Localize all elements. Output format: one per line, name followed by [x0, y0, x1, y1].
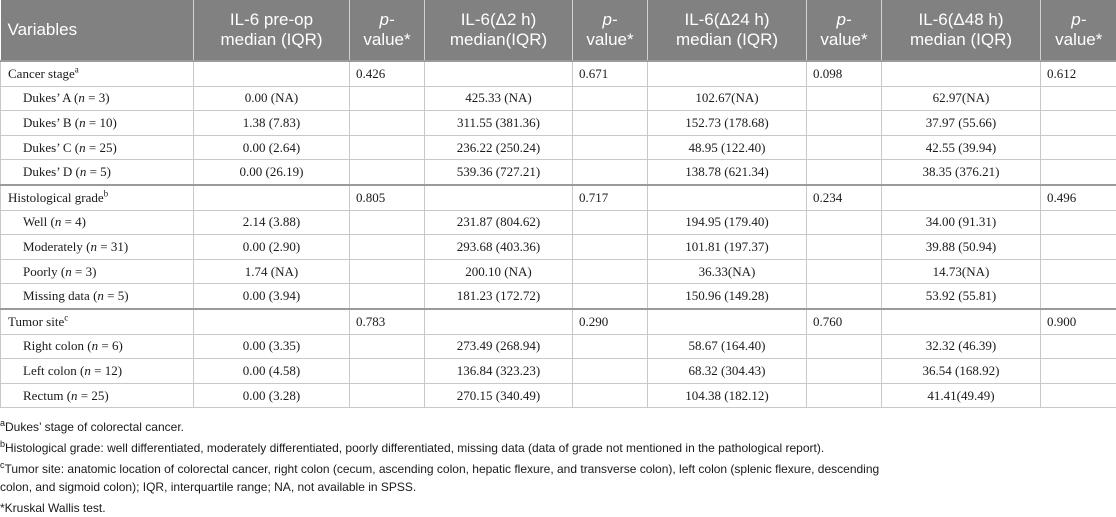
table-row [1, 235, 1116, 260]
empty-cell [425, 61, 573, 86]
empty-cell [1041, 334, 1116, 359]
median-iqr-cell: 36.33(NA) [648, 259, 807, 284]
empty-cell [807, 160, 882, 185]
empty-cell [1041, 135, 1116, 160]
empty-cell [350, 210, 425, 235]
median-iqr-cell: 0.00 (3.28) [194, 383, 350, 408]
empty-cell [807, 334, 882, 359]
footnote-a: $^a$Dukes’ stage of colorectal cancer. [0, 418, 1116, 436]
header-pvalue-2: p- value* [573, 0, 648, 61]
median-iqr-cell: 14.73(NA) [882, 259, 1041, 284]
empty-cell [648, 61, 807, 86]
median-iqr-cell: 101.81 (197.37) [648, 235, 807, 260]
median-iqr-cell: 1.74 (NA) [194, 259, 350, 284]
empty-cell [350, 359, 425, 384]
empty-cell [807, 210, 882, 235]
median-iqr-cell: 150.96 (149.28) [648, 284, 807, 309]
empty-cell [573, 235, 648, 260]
row-label: Missing data (n = 5) [1, 284, 194, 309]
median-iqr-cell: 136.84 (323.23) [425, 359, 573, 384]
row-label: Dukes’ A (n = 3) [1, 86, 194, 111]
header-variables: Variables [1, 0, 194, 61]
empty-cell [573, 259, 648, 284]
median-iqr-cell: 539.36 (727.21) [425, 160, 573, 185]
empty-cell [194, 61, 350, 86]
empty-cell [573, 210, 648, 235]
median-iqr-cell: 0.00 (26.19) [194, 160, 350, 185]
median-iqr-cell: 231.87 (804.62) [425, 210, 573, 235]
empty-cell [350, 284, 425, 309]
empty-cell [807, 235, 882, 260]
p-value-cell: 0.760 [807, 309, 882, 334]
median-iqr-cell: 41.41(49.49) [882, 383, 1041, 408]
group-label: Histological grade$^b$ [1, 185, 194, 210]
median-iqr-cell: 39.88 (50.94) [882, 235, 1041, 260]
median-iqr-cell: 138.78 (621.34) [648, 160, 807, 185]
p-value-cell: 0.496 [1041, 185, 1116, 210]
empty-cell [807, 383, 882, 408]
median-iqr-cell: 270.15 (340.49) [425, 383, 573, 408]
header-48h: IL-6(Δ48 h) median (IQR) [882, 0, 1041, 61]
median-iqr-cell: 2.14 (3.88) [194, 210, 350, 235]
empty-cell [350, 259, 425, 284]
table-row [1, 210, 1116, 235]
p-value-cell: 0.098 [807, 61, 882, 86]
median-iqr-cell: 36.54 (168.92) [882, 359, 1041, 384]
p-value-cell: 0.671 [573, 61, 648, 86]
empty-cell [807, 135, 882, 160]
median-iqr-cell: 236.22 (250.24) [425, 135, 573, 160]
header-24h: IL-6(Δ24 h) median (IQR) [648, 0, 807, 61]
median-iqr-cell: 42.55 (39.94) [882, 135, 1041, 160]
group-row [1, 185, 1116, 210]
median-iqr-cell: 311.55 (381.36) [425, 111, 573, 136]
empty-cell [1041, 111, 1116, 136]
header-preop: IL-6 pre-op median (IQR) [194, 0, 350, 61]
empty-cell [807, 86, 882, 111]
empty-cell [648, 185, 807, 210]
empty-cell [1041, 359, 1116, 384]
median-iqr-cell: 273.49 (268.94) [425, 334, 573, 359]
median-iqr-cell: 0.00 (4.58) [194, 359, 350, 384]
empty-cell [573, 334, 648, 359]
empty-cell [1041, 383, 1116, 408]
empty-cell [573, 359, 648, 384]
empty-cell [194, 185, 350, 210]
empty-cell [573, 86, 648, 111]
row-label: Rectum (n = 25) [1, 383, 194, 408]
empty-cell [1041, 210, 1116, 235]
p-value-cell: 0.426 [350, 61, 425, 86]
median-iqr-cell: 102.67(NA) [648, 86, 807, 111]
median-iqr-cell: 0.00 (3.35) [194, 334, 350, 359]
empty-cell [882, 185, 1041, 210]
group-row [1, 309, 1116, 334]
header-pvalue-4: p- value* [1041, 0, 1116, 61]
table-row [1, 284, 1116, 309]
median-iqr-cell: 0.00 (NA) [194, 86, 350, 111]
median-iqr-cell: 0.00 (2.64) [194, 135, 350, 160]
table-row [1, 111, 1116, 136]
table-row [1, 359, 1116, 384]
median-iqr-cell: 194.95 (179.40) [648, 210, 807, 235]
empty-cell [807, 259, 882, 284]
header-2h: IL-6(Δ2 h) median(IQR) [425, 0, 573, 61]
median-iqr-cell: 1.38 (7.83) [194, 111, 350, 136]
footnote-b: $^b$Histological grade: well differentiated, moderately differentiated, poorly differentiated, missing data (data of grade not mentioned in the pathological report). [0, 439, 1116, 457]
empty-cell [573, 160, 648, 185]
p-value-cell: 0.234 [807, 185, 882, 210]
median-iqr-cell: 62.97(NA) [882, 86, 1041, 111]
median-iqr-cell: 37.97 (55.66) [882, 111, 1041, 136]
median-iqr-cell: 181.23 (172.72) [425, 284, 573, 309]
empty-cell [882, 309, 1041, 334]
median-iqr-cell: 152.73 (178.68) [648, 111, 807, 136]
empty-cell [648, 309, 807, 334]
empty-cell [807, 284, 882, 309]
median-iqr-cell: 0.00 (2.90) [194, 235, 350, 260]
table-row [1, 86, 1116, 111]
row-label: Right colon (n = 6) [1, 334, 194, 359]
empty-cell [573, 111, 648, 136]
median-iqr-cell: 104.38 (182.12) [648, 383, 807, 408]
footnotes [0, 418, 1116, 517]
group-row [1, 61, 1116, 86]
median-iqr-cell: 53.92 (55.81) [882, 284, 1041, 309]
empty-cell [350, 160, 425, 185]
empty-cell [350, 334, 425, 359]
empty-cell [1041, 86, 1116, 111]
group-label: Cancer stage$^a$ [1, 61, 194, 86]
empty-cell [350, 383, 425, 408]
footnote-c: $^c$Tumor site: anatomic location of colorectal cancer, right colon (cecum, ascending colon, hepatic flexure, and transverse colon), left colon (splenic flexure, descending colon, and sigmoid colon); IQR, interquartile range; NA, not available in SPSS. [0, 460, 1116, 496]
median-iqr-cell: 34.00 (91.31) [882, 210, 1041, 235]
header-row [1, 0, 1116, 61]
empty-cell [1041, 235, 1116, 260]
table-row [1, 383, 1116, 408]
table-row [1, 259, 1116, 284]
empty-cell [350, 111, 425, 136]
empty-cell [350, 135, 425, 160]
empty-cell [807, 111, 882, 136]
empty-cell [1041, 259, 1116, 284]
empty-cell [1041, 284, 1116, 309]
empty-cell [350, 86, 425, 111]
median-iqr-cell: 38.35 (376.21) [882, 160, 1041, 185]
empty-cell [882, 61, 1041, 86]
table-body [1, 61, 1116, 408]
row-label: Poorly (n = 3) [1, 259, 194, 284]
median-iqr-cell: 48.95 (122.40) [648, 135, 807, 160]
p-value-cell: 0.783 [350, 309, 425, 334]
empty-cell [807, 359, 882, 384]
empty-cell [350, 235, 425, 260]
median-iqr-cell: 425.33 (NA) [425, 86, 573, 111]
empty-cell [573, 383, 648, 408]
median-iqr-cell: 0.00 (3.94) [194, 284, 350, 309]
empty-cell [573, 284, 648, 309]
empty-cell [573, 135, 648, 160]
table-row [1, 160, 1116, 185]
median-iqr-cell: 68.32 (304.43) [648, 359, 807, 384]
median-iqr-cell: 293.68 (403.36) [425, 235, 573, 260]
p-value-cell: 0.717 [573, 185, 648, 210]
row-label: Dukes’ C (n = 25) [1, 135, 194, 160]
median-iqr-cell: 200.10 (NA) [425, 259, 573, 284]
p-value-cell: 0.805 [350, 185, 425, 210]
p-value-cell: 0.612 [1041, 61, 1116, 86]
empty-cell [1041, 160, 1116, 185]
row-label: Dukes’ D (n = 5) [1, 160, 194, 185]
row-label: Dukes’ B (n = 10) [1, 111, 194, 136]
row-label: Well (n = 4) [1, 210, 194, 235]
header-pvalue-1: p- value* [350, 0, 425, 61]
table-row [1, 135, 1116, 160]
empty-cell [425, 185, 573, 210]
row-label: Moderately (n = 31) [1, 235, 194, 260]
footnote-star: *Kruskal Wallis test. [0, 499, 1116, 517]
group-label: Tumor site$^c$ [1, 309, 194, 334]
empty-cell [194, 309, 350, 334]
header-pvalue-3: p- value* [807, 0, 882, 61]
p-value-cell: 0.290 [573, 309, 648, 334]
empty-cell [425, 309, 573, 334]
median-iqr-cell: 58.67 (164.40) [648, 334, 807, 359]
row-label: Left colon (n = 12) [1, 359, 194, 384]
median-iqr-cell: 32.32 (46.39) [882, 334, 1041, 359]
table-row [1, 334, 1116, 359]
p-value-cell: 0.900 [1041, 309, 1116, 334]
